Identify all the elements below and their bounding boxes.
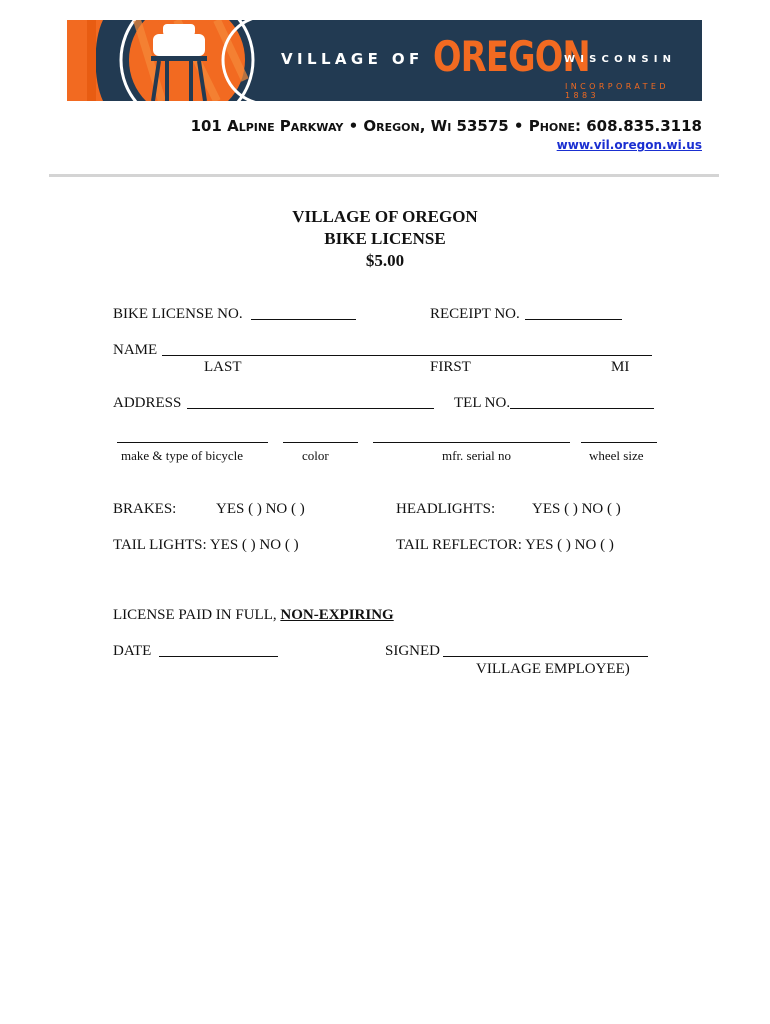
last-name-label: LAST: [204, 359, 242, 375]
address-label: ADDRESS: [113, 395, 182, 411]
name-label: NAME: [113, 342, 158, 358]
serial-field[interactable]: [373, 442, 570, 443]
paid-statement: [113, 606, 394, 624]
tel-field[interactable]: [510, 408, 654, 409]
brakes-label: BRAKES:: [113, 501, 177, 517]
village-employee-label: VILLAGE EMPLOYEE): [476, 661, 630, 677]
village-of-text: VILLAGE OF: [281, 50, 424, 68]
brakes-options[interactable]: YES ( ) NO ( ): [216, 501, 305, 517]
website-link[interactable]: www.vil.oregon.wi.us: [556, 138, 702, 152]
color-field[interactable]: [283, 442, 358, 443]
incorporated-text: INCORPORATED 1883: [565, 82, 669, 100]
make-type-field[interactable]: [117, 442, 268, 443]
address-line: 101 Alpine Parkway • Oregon, Wi 53575 • Phone: 608.835.3118: [190, 117, 702, 135]
address-field[interactable]: [187, 408, 434, 409]
wheel-size-field[interactable]: [581, 442, 657, 443]
headlights-label: HEADLIGHTS:: [396, 501, 496, 517]
paid-text: LICENSE PAID IN FULL,: [113, 607, 281, 623]
wheel-size-label: wheel size: [589, 448, 644, 463]
header-divider: [49, 174, 719, 177]
non-expiring-text: NON-EXPIRING: [280, 607, 394, 623]
date-field[interactable]: [159, 656, 278, 657]
first-name-label: FIRST: [430, 359, 471, 375]
serial-label: mfr. serial no: [442, 448, 511, 463]
signed-label: SIGNED: [385, 643, 440, 659]
page-title: VILLAGE OF OREGON: [292, 207, 478, 226]
letterhead-banner: [67, 20, 702, 101]
make-type-label: make & type of bicycle: [121, 448, 244, 463]
middle-initial-label: MI: [611, 359, 630, 375]
color-label: color: [302, 448, 329, 463]
receipt-no-label: RECEIPT NO.: [430, 306, 520, 322]
receipt-no-field[interactable]: [525, 319, 622, 320]
license-fee: $5.00: [365, 251, 405, 270]
signature-field[interactable]: [443, 656, 648, 657]
tail-reflector-row[interactable]: TAIL REFLECTOR: YES ( ) NO ( ): [396, 537, 614, 553]
license-no-field[interactable]: [251, 319, 356, 320]
water-tower-icon: [67, 20, 272, 101]
tel-label: TEL NO.: [454, 395, 511, 411]
headlights-options[interactable]: YES ( ) NO ( ): [532, 501, 621, 517]
date-label: DATE: [113, 643, 152, 659]
tail-lights-row[interactable]: TAIL LIGHTS: YES ( ) NO ( ): [113, 537, 299, 553]
name-field[interactable]: [162, 355, 652, 356]
page-subtitle: BIKE LICENSE: [324, 229, 446, 248]
license-no-label: BIKE LICENSE NO.: [113, 306, 243, 322]
wisconsin-text: WISCONSIN: [564, 54, 677, 65]
oregon-wordmark: OREGON: [433, 32, 590, 81]
